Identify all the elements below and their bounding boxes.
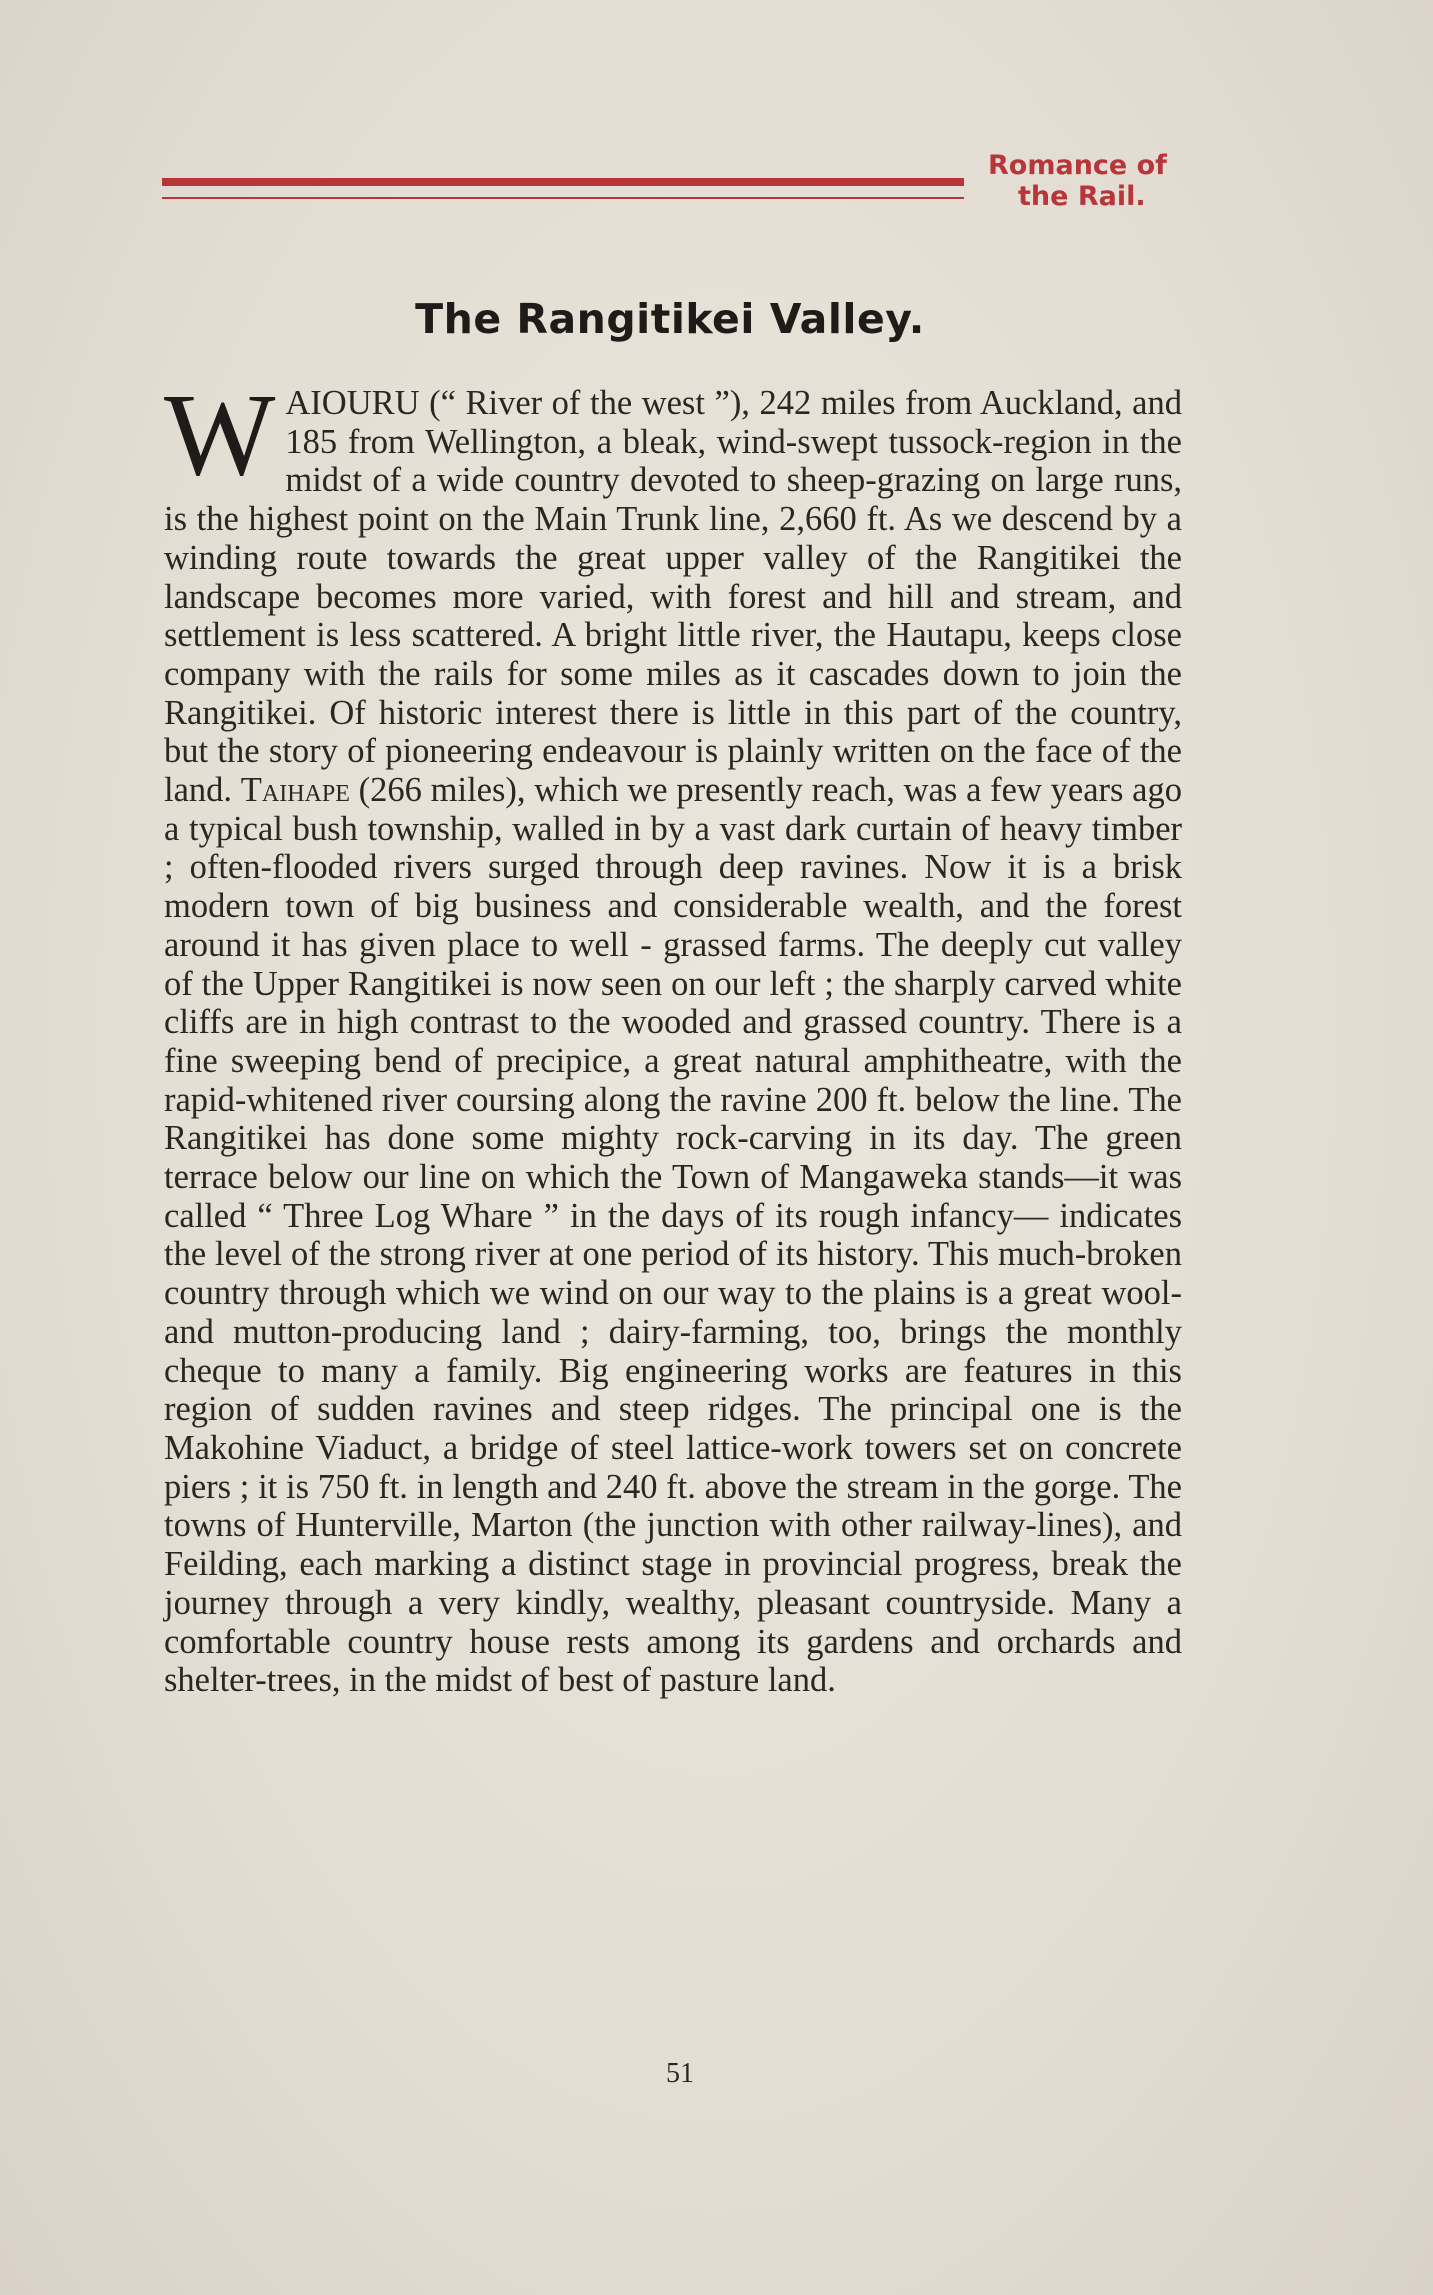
header-rule-thin [162, 197, 964, 199]
body-paragraph [164, 369, 1182, 1700]
place-name-small-caps: Taihape [240, 771, 350, 810]
chapter-title: The Rangitikei Valley. [415, 295, 925, 343]
running-head [988, 150, 1218, 212]
page-number: 51 [666, 2058, 694, 2089]
running-head-line-2: the Rail. [1018, 181, 1146, 212]
body-text-part-1: AIOURU (“ River of the west ”), 242 miles from Auckland, and 185 from Wellington, a bleak, wind-swept tussock-region in the midst of a wide country devoted to sheep-grazing on large runs, is the highest point on the Main Trunk line, 2,660 ft. As we descend by a winding route towards the great upper valley of the Rangitikei the landscape becomes more varied, with forest and hill and stream, and settlement is less scattered. A bright little river, the Hautapu, keeps close company with the rails for some miles as it cascades down to join the Rangitikei. Of historic interest there is little in this part of the country, but the story of pioneering endeavour is plainly written on the face of the land. [164, 384, 1182, 810]
drop-cap: W [164, 369, 276, 500]
header-rule-thick [162, 178, 964, 186]
running-head-line-1: Romance of [988, 150, 1167, 181]
body-text-part-2: (266 miles), which we presently reach, was a few years ago a typical bush township, walled in by a vast dark curtain of heavy timber ; often-flooded rivers surged through deep ravines. Now it is a brisk modern town of big business and considerable wealth, and the forest around it has given place to well - grassed farms. The deeply cut valley of the Upper Rangitikei is now seen on our left ; the sharply carved white cliffs are in high contrast to the wooded and grassed country. There is a fine sweeping bend of precipice, a great natural amphitheatre, with the rapid-whitened river coursing along the ravine 200 ft. below the line. The Rangitikei has done some mighty rock-carving in its day. The green terrace below our line on which the Town of Mangaweka stands—it was called “ Three Log Whare ” in the days of its rough infancy— indicates the level of the strong river at one period of its history. This much-broken country through which we wind on our way to the plains is a great wool- and mutton-producing land ; dairy-farming, too, brings the monthly cheque to many a family. Big engineering works are features in this region of sudden ravines and steep ridges. The principal one is the Makohine Viaduct, a bridge of steel lattice-work towers set on concrete piers ; it is 750 ft. in length and 240 ft. above the stream in the gorge. The towns of Hunterville, Marton (the junction with other railway-lines), and Feilding, each marking a distinct stage in provincial progress, break the journey through a very kindly, wealthy, pleasant countryside. Many a comfortable country house rests among its gardens and orchards and shelter-trees, in the midst of best of pasture land. [164, 771, 1182, 1700]
